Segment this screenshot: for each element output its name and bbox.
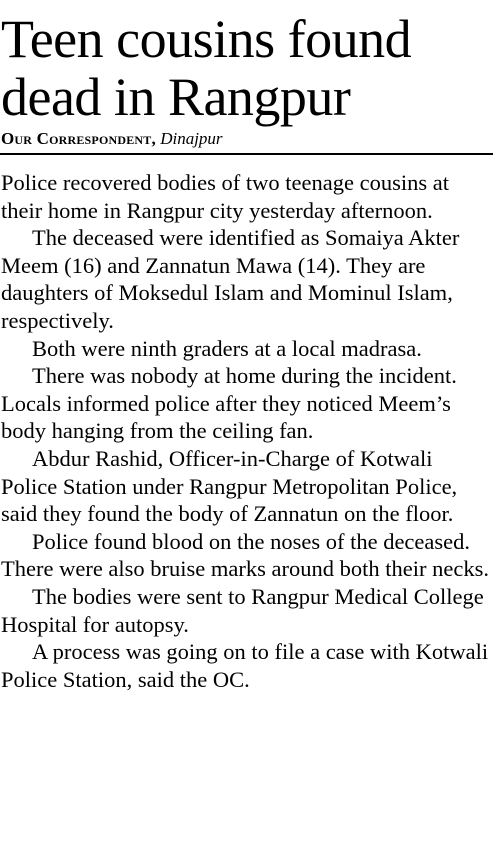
article-paragraph: The bodies were sent to Rangpur Medical College Hospital for autopsy. [1,583,484,637]
article-paragraph: The deceased were identified as Somaiya Akter Meem (16) and Zannatun Mawa (14). They are daughters of Moksedul Islam and Mominul Islam, respectively. [1,225,460,333]
headline: Teen cousins found dead in Rangpur [1,9,412,127]
byline-location: Dinajpur [160,129,223,148]
byline-author: Our Correspondent, [1,129,156,148]
byline [0,128,493,150]
article-paragraph: There was nobody at home during the incident. Locals informed police after they noticed Meem’s body hanging from the ceiling fan. [1,363,457,444]
article-paragraph: Police found blood on the noses of the deceased. There were also bruise marks around both their necks. [1,528,489,582]
article-paragraph: Abdur Rashid, Officer-in-Charge of Kotwali Police Station under Rangpur Metropolitan Police, said they found the body of Zannatun on the floor. [1,445,458,527]
headline-divider [0,153,493,155]
article-body [0,169,493,693]
article-paragraph: Police recovered bodies of two teenage cousins at their home in Rangpur city yesterday afternoon. [1,170,449,223]
article-paragraph: A process was going on to file a case with Kotwali Police Station, said the OC. [1,639,489,692]
article-paragraph: Both were ninth graders at a local madrasa. [32,335,422,361]
